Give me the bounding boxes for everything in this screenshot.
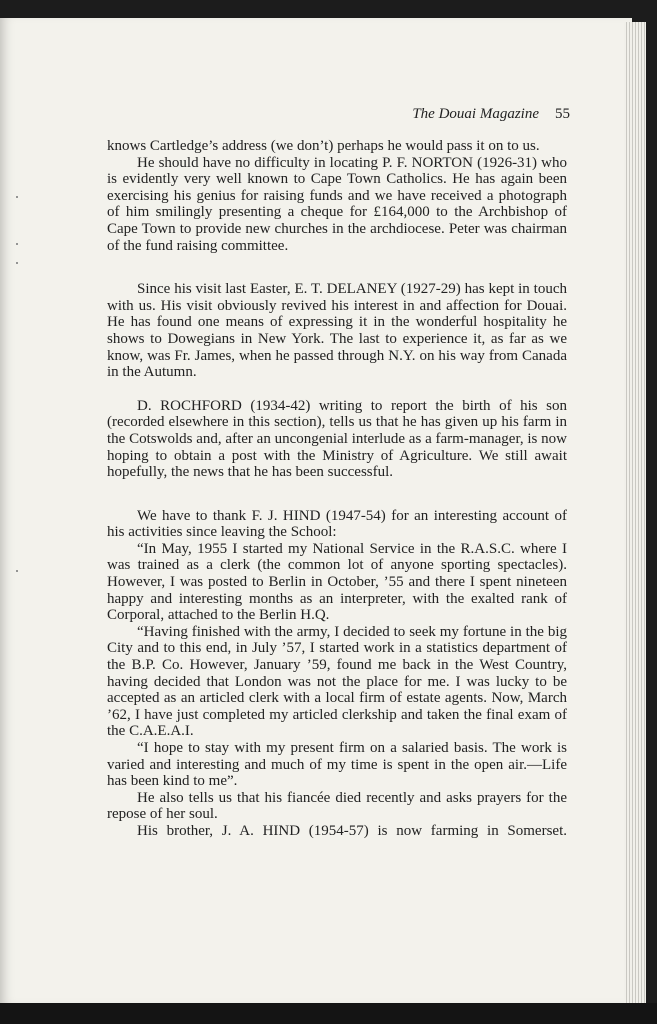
- paragraph: knows Cartledge’s address (we don’t) perhaps he would pass it on to us.: [107, 138, 540, 154]
- magazine-title: The Douai Magazine: [412, 106, 539, 122]
- paragraph: Since his visit last Easter, E. T. DELANEY (1927-29) has kept in touch with us. His visit obviously revived his interest in and affection for Douai. He has found one means of expressing it in the wonderful hospitality he shows to Dowegians in New York. The last to experience it, as far as we know, was Fr. James, when he passed through N.Y. on his way from Canada in the Autumn.: [107, 281, 567, 381]
- running-head: [380, 106, 570, 123]
- page-edges: [624, 22, 646, 1004]
- scan-speck: [16, 243, 18, 245]
- scan-speck: [16, 262, 18, 264]
- paragraph: His brother, J. A. HIND (1954-57) is now farming in Somerset.: [137, 822, 567, 839]
- scan-background: [0, 1003, 657, 1024]
- paragraph: “I hope to stay with my present firm on a salaried basis. The work is varied and interesting and much of my time is spent in the open air.—Life has been kind to me”.: [107, 740, 567, 790]
- paragraph: We have to thank F. J. HIND (1947-54) for an interesting account of his activities since leaving the School:: [107, 507, 567, 541]
- article-body: [107, 138, 567, 840]
- page-number: 55: [555, 106, 570, 122]
- paragraph: He should have no difficulty in locating P. F. NORTON (1926-31) who is evidently very well known to Cape Town Catholics. He has again been exercising his genius for raising funds and we have received a photograph of him smilingly presenting a cheque for £164,000 to the Archbishop of Cape Town to provide new churches in the archdiocese. Peter was chairman of the fund raising committee.: [107, 154, 567, 254]
- paragraph: “In May, 1955 I started my National Service in the R.A.S.C. where I was trained as a clerk (the common lot of anyone sporting spectacles). However, I was posted to Berlin in October, ’55 and there I spent nineteen happy and interesting months as an interpreter, with the exalted rank of Corporal, attached to the Berlin H.Q.: [107, 540, 567, 624]
- scan-speck: [16, 570, 18, 572]
- paragraph: “Having finished with the army, I decided to seek my fortune in the big City and to this end, in July ’57, I started work in a statistics department of the B.P. Co. However, January ’59, found me back in the West Country, having decided that London was not the place for me. I was lucky to be accepted as an articled clerk with a local firm of estate agents. Now, March ’62, I have just completed my articled clerkship and taken the final exam of the C.A.E.A.I.: [107, 623, 567, 740]
- scan-speck: [16, 196, 18, 198]
- paragraph: D. ROCHFORD (1934-42) writing to report the birth of his son (recorded elsewhere in this section), tells us that he has given up his farm in the Cotswolds and, after an uncongenial interlude as a farm-manager, is now hoping to obtain a post with the Ministry of Agriculture. We still await hopefully, the news that he has been successful.: [107, 397, 567, 481]
- paragraph: He also tells us that his fiancée died recently and asks prayers for the repose of her soul.: [107, 789, 567, 823]
